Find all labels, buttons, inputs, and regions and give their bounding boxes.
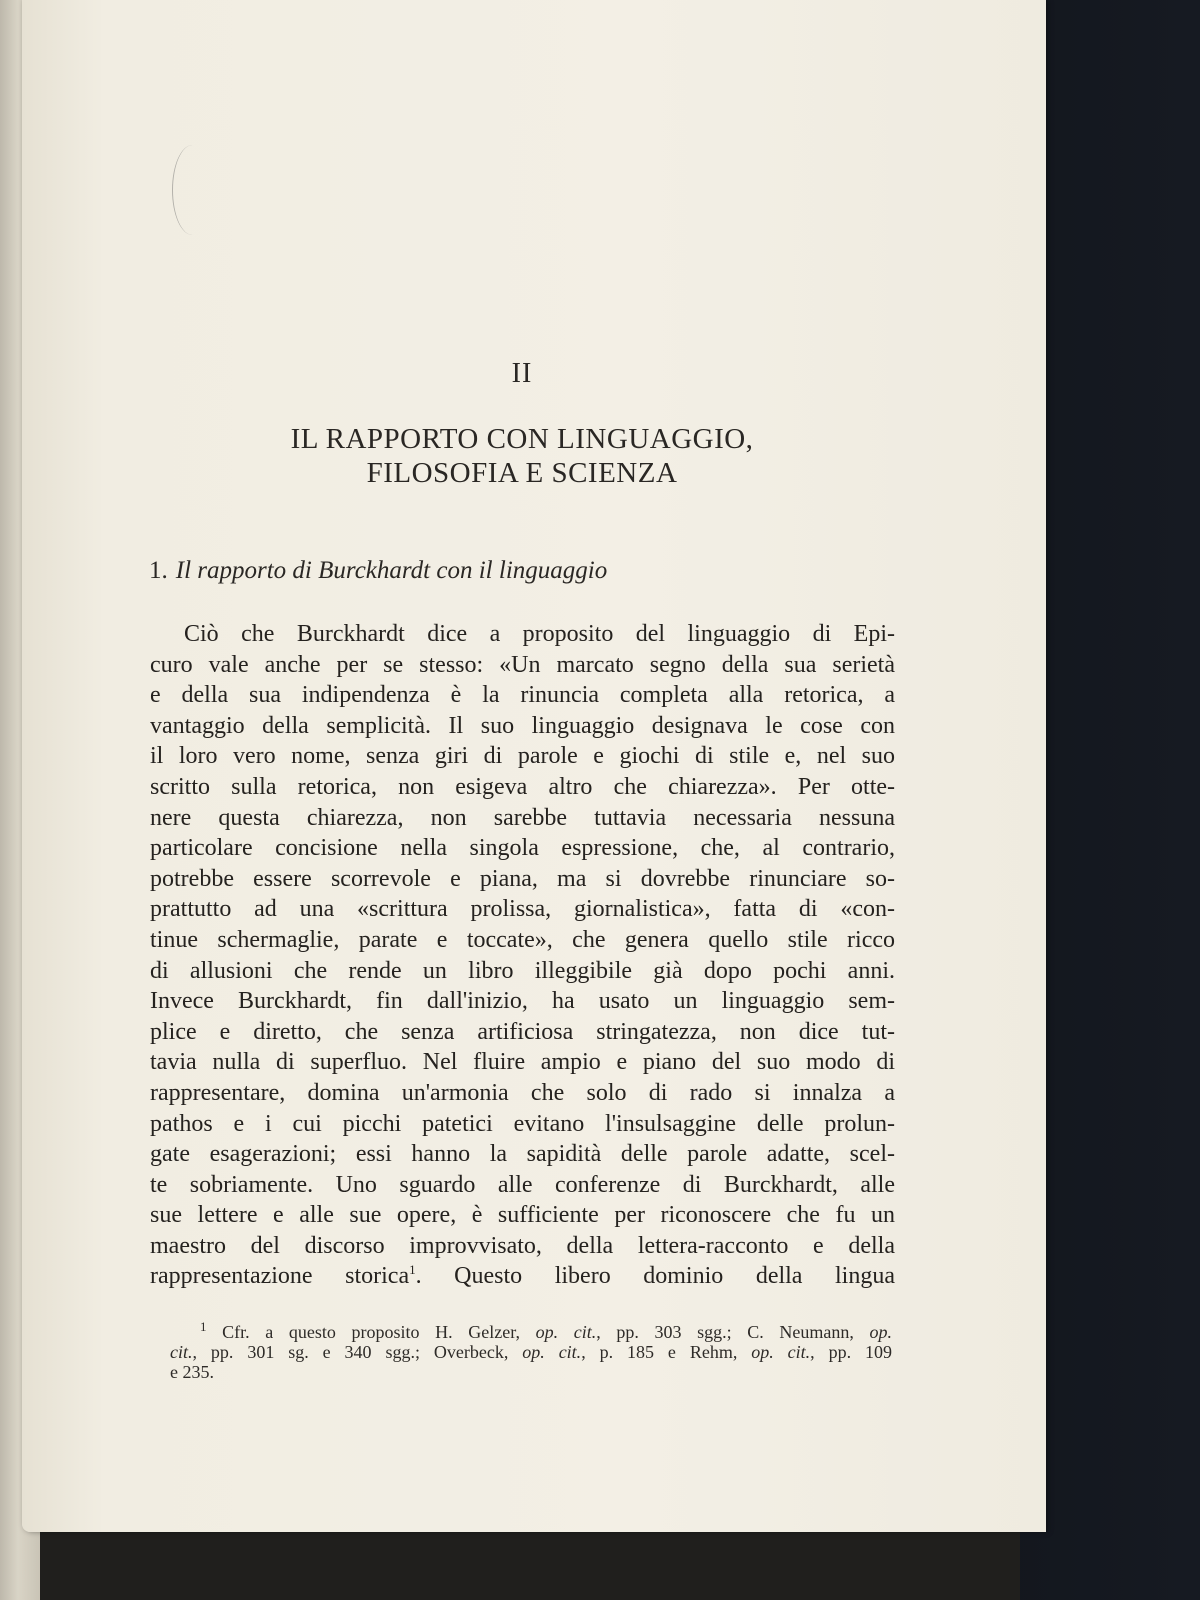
body-line: il loro vero nome, senza giri di parole e giochi di stile e, nel suo: [150, 743, 895, 770]
page-stack-edge: [40, 1530, 1020, 1600]
footnote-mark: 1: [200, 1319, 207, 1334]
pencil-mark: [172, 145, 213, 235]
footnote-citation: op. cit.: [522, 1342, 582, 1362]
body-line: te sobriamente. Uno sguardo alle conferenze di Burckhardt, alle: [150, 1171, 895, 1198]
section-number: 1.: [149, 557, 168, 584]
chapter-number: II: [511, 358, 533, 389]
footnote-citation: op. cit.: [535, 1322, 597, 1342]
body-line: maestro del discorso improvvisato, della lettera-racconto e della: [150, 1232, 895, 1259]
body-line: particolare concisione nella singola espressione, che, al contrario,: [150, 835, 895, 862]
footnote-citation: cit.: [170, 1342, 193, 1362]
footnote-line-1: [170, 1319, 892, 1342]
body-line: Invece Burckhardt, fin dall'inizio, ha usato un linguaggio sem-: [150, 988, 895, 1015]
footnote-text: , pp. 303 sgg.; C. Neumann,: [596, 1322, 870, 1342]
footnote-citation: op. cit.: [751, 1342, 811, 1362]
body-line: prattutto ad una «scrittura prolissa, giornalistica», fatta di «con-: [150, 896, 895, 923]
footnote-text: , pp. 301 sg. e 340 sgg.; Overbeck,: [192, 1342, 523, 1362]
body-line: Ciò che Burckhardt dice a proposito del linguaggio di Epi-: [184, 621, 895, 647]
body-line: rappresentare, domina un'armonia che solo di rado si innalza a: [150, 1079, 895, 1106]
book-page: [22, 0, 1046, 1532]
body-line: potrebbe essere scorrevole e piana, ma si dovrebbe rinunciare so-: [150, 865, 895, 892]
section-heading: [149, 557, 607, 585]
footnote-line-3: e 235.: [170, 1362, 214, 1382]
footnote-text: , pp. 109: [810, 1342, 892, 1362]
body-paragraph: [150, 619, 895, 1292]
body-line: sue lettere e alle sue opere, è sufficiente per riconoscere che fu un: [150, 1202, 895, 1229]
chapter-title: [22, 422, 1022, 490]
body-line: tinue schermaglie, parate e toccate», che genera quello stile ricco: [150, 926, 895, 953]
footnote-reference: 1: [409, 1262, 416, 1278]
footnote-text: Cfr. a questo proposito H. Gelzer,: [222, 1322, 536, 1342]
chapter-title-line-2: FILOSOFIA E SCIENZA: [366, 457, 678, 489]
body-line: plice e diretto, che senza artificiosa stringatezza, non dice tut-: [150, 1018, 895, 1045]
body-line-last: [150, 1261, 895, 1292]
footnote-text: , p. 185 e Rehm,: [581, 1342, 752, 1362]
body-text-fragment: . Questo libero dominio della lingua: [415, 1263, 896, 1290]
chapter-title-line-1: IL RAPPORTO CON LINGUAGGIO,: [290, 423, 754, 455]
body-line: curo vale anche per se stesso: «Un marcato segno della sua serietà: [150, 651, 895, 678]
footnote: [170, 1319, 892, 1382]
body-line: di allusioni che rende un libro illeggibile già dopo pochi anni.: [150, 957, 895, 984]
body-line: vantaggio della semplicità. Il suo linguaggio designava le cose con: [150, 712, 895, 739]
footnote-line-2: [170, 1342, 892, 1362]
body-line: pathos e i cui picchi patetici evitano l'insulsaggine delle prolun-: [150, 1110, 895, 1137]
section-title: Il rapporto di Burckhardt con il linguaggio: [175, 557, 608, 584]
footnote-citation: op.: [869, 1322, 892, 1342]
body-line: e della sua indipendenza è la rinuncia completa alla retorica, a: [150, 682, 895, 709]
body-line: scritto sulla retorica, non esigeva altro che chiarezza». Per otte-: [150, 773, 895, 800]
body-line: tavia nulla di superfluo. Nel fluire ampio e piano del suo modo di: [150, 1049, 895, 1076]
body-text-fragment: rappresentazione storica: [150, 1263, 410, 1290]
body-line: gate esagerazioni; essi hanno la sapidità delle parole adatte, scel-: [150, 1141, 895, 1168]
body-line: nere questa chiarezza, non sarebbe tuttavia necessaria nessuna: [150, 804, 895, 831]
